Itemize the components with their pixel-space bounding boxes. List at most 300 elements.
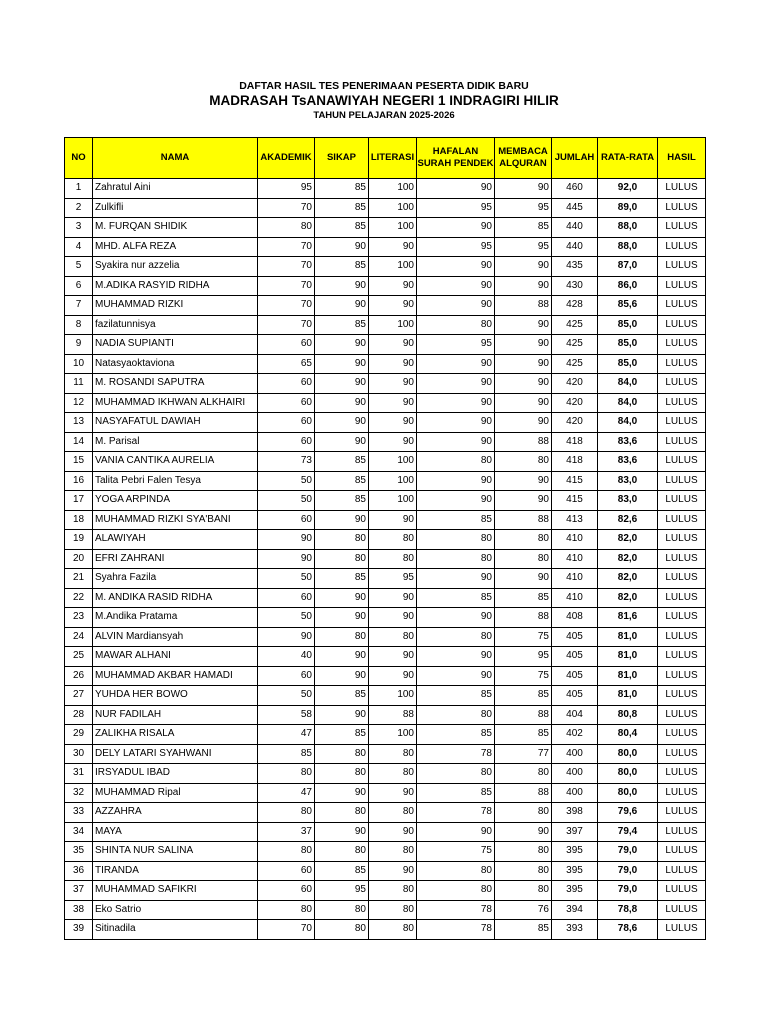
cell-rata-rata: 83,6 <box>598 432 658 452</box>
cell-sikap: 90 <box>315 608 369 628</box>
cell-membaca: 80 <box>495 764 552 784</box>
cell-rata-rata: 81,0 <box>598 647 658 667</box>
cell-no: 33 <box>65 803 93 823</box>
cell-jumlah: 393 <box>552 920 598 940</box>
table-row <box>65 900 706 920</box>
table-row <box>65 335 706 355</box>
cell-hafalan: 90 <box>417 257 495 277</box>
cell-akademik: 90 <box>258 627 315 647</box>
cell-membaca: 90 <box>495 257 552 277</box>
cell-jumlah: 400 <box>552 744 598 764</box>
cell-jumlah: 428 <box>552 296 598 316</box>
cell-akademik: 50 <box>258 608 315 628</box>
cell-rata-rata: 81,0 <box>598 686 658 706</box>
cell-literasi: 90 <box>369 335 417 355</box>
cell-hasil: LULUS <box>658 471 706 491</box>
cell-no: 6 <box>65 276 93 296</box>
cell-jumlah: 405 <box>552 627 598 647</box>
cell-hafalan: 80 <box>417 764 495 784</box>
cell-no: 11 <box>65 374 93 394</box>
cell-akademik: 50 <box>258 471 315 491</box>
table-row <box>65 881 706 901</box>
cell-hafalan: 90 <box>417 666 495 686</box>
cell-membaca: 77 <box>495 744 552 764</box>
cell-sikap: 85 <box>315 179 369 199</box>
table-body <box>65 179 706 940</box>
cell-akademik: 60 <box>258 588 315 608</box>
cell-hasil: LULUS <box>658 432 706 452</box>
cell-no: 37 <box>65 881 93 901</box>
table-row <box>65 647 706 667</box>
cell-hasil: LULUS <box>658 861 706 881</box>
cell-no: 18 <box>65 510 93 530</box>
col-header-membaca: MEMBACA ALQURAN <box>495 138 552 179</box>
cell-hasil: LULUS <box>658 647 706 667</box>
cell-hasil: LULUS <box>658 354 706 374</box>
cell-akademik: 60 <box>258 861 315 881</box>
cell-no: 32 <box>65 783 93 803</box>
table-row <box>65 569 706 589</box>
table-row <box>65 510 706 530</box>
cell-literasi: 80 <box>369 627 417 647</box>
cell-nama: VANIA CANTIKA AURELIA <box>93 452 258 472</box>
cell-sikap: 90 <box>315 393 369 413</box>
cell-akademik: 47 <box>258 783 315 803</box>
cell-hasil: LULUS <box>658 413 706 433</box>
cell-no: 31 <box>65 764 93 784</box>
cell-akademik: 80 <box>258 842 315 862</box>
cell-nama: M.ADIKA RASYID RIDHA <box>93 276 258 296</box>
cell-akademik: 60 <box>258 881 315 901</box>
cell-membaca: 95 <box>495 198 552 218</box>
cell-membaca: 88 <box>495 432 552 452</box>
table-row <box>65 257 706 277</box>
cell-rata-rata: 83,6 <box>598 452 658 472</box>
cell-no: 15 <box>65 452 93 472</box>
cell-hasil: LULUS <box>658 764 706 784</box>
cell-hafalan: 85 <box>417 510 495 530</box>
cell-literasi: 90 <box>369 608 417 628</box>
cell-no: 34 <box>65 822 93 842</box>
cell-nama: M. ROSANDI SAPUTRA <box>93 374 258 394</box>
cell-membaca: 85 <box>495 920 552 940</box>
cell-literasi: 100 <box>369 198 417 218</box>
table-row <box>65 803 706 823</box>
cell-literasi: 100 <box>369 257 417 277</box>
cell-hafalan: 80 <box>417 452 495 472</box>
table-row <box>65 296 706 316</box>
cell-hafalan: 90 <box>417 647 495 667</box>
cell-membaca: 90 <box>495 179 552 199</box>
cell-hasil: LULUS <box>658 335 706 355</box>
table-row <box>65 276 706 296</box>
cell-hafalan: 80 <box>417 315 495 335</box>
cell-akademik: 37 <box>258 822 315 842</box>
cell-jumlah: 425 <box>552 315 598 335</box>
cell-nama: YUHDA HER BOWO <box>93 686 258 706</box>
cell-membaca: 80 <box>495 842 552 862</box>
cell-sikap: 85 <box>315 471 369 491</box>
cell-membaca: 90 <box>495 491 552 511</box>
cell-no: 13 <box>65 413 93 433</box>
cell-jumlah: 410 <box>552 588 598 608</box>
cell-no: 12 <box>65 393 93 413</box>
table-row <box>65 374 706 394</box>
cell-literasi: 100 <box>369 179 417 199</box>
cell-membaca: 88 <box>495 783 552 803</box>
cell-sikap: 90 <box>315 237 369 257</box>
cell-membaca: 95 <box>495 237 552 257</box>
cell-literasi: 100 <box>369 491 417 511</box>
cell-no: 1 <box>65 179 93 199</box>
cell-jumlah: 418 <box>552 432 598 452</box>
cell-nama: IRSYADUL IBAD <box>93 764 258 784</box>
cell-literasi: 80 <box>369 881 417 901</box>
cell-literasi: 90 <box>369 413 417 433</box>
cell-membaca: 90 <box>495 354 552 374</box>
cell-no: 38 <box>65 900 93 920</box>
cell-no: 27 <box>65 686 93 706</box>
cell-hasil: LULUS <box>658 276 706 296</box>
cell-jumlah: 394 <box>552 900 598 920</box>
cell-rata-rata: 84,0 <box>598 393 658 413</box>
cell-akademik: 70 <box>258 198 315 218</box>
cell-sikap: 90 <box>315 354 369 374</box>
cell-nama: MUHAMMAD SAFIKRI <box>93 881 258 901</box>
col-header-jumlah: JUMLAH <box>552 138 598 179</box>
cell-nama: Eko Satrio <box>93 900 258 920</box>
cell-membaca: 80 <box>495 881 552 901</box>
cell-nama: MAYA <box>93 822 258 842</box>
cell-nama: M.Andika Pratama <box>93 608 258 628</box>
col-header-literasi: LITERASI <box>369 138 417 179</box>
cell-literasi: 100 <box>369 452 417 472</box>
cell-nama: ZALIKHA RISALA <box>93 725 258 745</box>
cell-nama: NUR FADILAH <box>93 705 258 725</box>
cell-membaca: 80 <box>495 861 552 881</box>
cell-nama: Zulkifli <box>93 198 258 218</box>
cell-jumlah: 404 <box>552 705 598 725</box>
cell-akademik: 90 <box>258 549 315 569</box>
cell-no: 36 <box>65 861 93 881</box>
school-name: MADRASAH TsANAWIYAH NEGERI 1 INDRAGIRI HILIR <box>209 93 559 108</box>
cell-membaca: 90 <box>495 413 552 433</box>
table-row <box>65 530 706 550</box>
cell-literasi: 80 <box>369 549 417 569</box>
cell-sikap: 80 <box>315 803 369 823</box>
cell-hafalan: 90 <box>417 413 495 433</box>
cell-sikap: 80 <box>315 920 369 940</box>
cell-jumlah: 410 <box>552 569 598 589</box>
cell-jumlah: 395 <box>552 861 598 881</box>
cell-rata-rata: 80,0 <box>598 764 658 784</box>
cell-sikap: 90 <box>315 296 369 316</box>
cell-akademik: 50 <box>258 569 315 589</box>
cell-nama: MUHAMMAD RIZKI <box>93 296 258 316</box>
cell-membaca: 90 <box>495 374 552 394</box>
table-row <box>65 608 706 628</box>
cell-rata-rata: 83,0 <box>598 491 658 511</box>
cell-sikap: 90 <box>315 374 369 394</box>
cell-hafalan: 78 <box>417 744 495 764</box>
cell-nama: MUHAMMAD RIZKI SYA'BANI <box>93 510 258 530</box>
table-row <box>65 393 706 413</box>
cell-jumlah: 402 <box>552 725 598 745</box>
cell-nama: AZZAHRA <box>93 803 258 823</box>
cell-nama: Syahra Fazila <box>93 569 258 589</box>
cell-hasil: LULUS <box>658 842 706 862</box>
col-header-hasil: HASIL <box>658 138 706 179</box>
cell-hafalan: 90 <box>417 471 495 491</box>
cell-nama: Zahratul Aini <box>93 179 258 199</box>
cell-sikap: 80 <box>315 744 369 764</box>
cell-hafalan: 90 <box>417 179 495 199</box>
table-row <box>65 452 706 472</box>
cell-akademik: 60 <box>258 374 315 394</box>
cell-no: 21 <box>65 569 93 589</box>
cell-no: 29 <box>65 725 93 745</box>
cell-jumlah: 440 <box>552 237 598 257</box>
cell-no: 16 <box>65 471 93 491</box>
cell-akademik: 47 <box>258 725 315 745</box>
cell-akademik: 70 <box>258 237 315 257</box>
cell-sikap: 90 <box>315 276 369 296</box>
cell-jumlah: 413 <box>552 510 598 530</box>
cell-literasi: 80 <box>369 764 417 784</box>
cell-jumlah: 410 <box>552 549 598 569</box>
cell-rata-rata: 82,6 <box>598 510 658 530</box>
table-row <box>65 783 706 803</box>
table-row <box>65 315 706 335</box>
cell-hasil: LULUS <box>658 686 706 706</box>
col-header-hafalan: HAFALAN SURAH PENDEK <box>417 138 495 179</box>
cell-literasi: 90 <box>369 237 417 257</box>
cell-akademik: 70 <box>258 315 315 335</box>
cell-rata-rata: 82,0 <box>598 530 658 550</box>
cell-hasil: LULUS <box>658 705 706 725</box>
cell-hafalan: 80 <box>417 627 495 647</box>
cell-literasi: 100 <box>369 686 417 706</box>
cell-sikap: 85 <box>315 686 369 706</box>
cell-rata-rata: 79,0 <box>598 842 658 862</box>
cell-hasil: LULUS <box>658 881 706 901</box>
cell-nama: EFRI ZAHRANI <box>93 549 258 569</box>
cell-nama: ALVIN Mardiansyah <box>93 627 258 647</box>
cell-membaca: 85 <box>495 588 552 608</box>
cell-membaca: 88 <box>495 296 552 316</box>
cell-rata-rata: 82,0 <box>598 569 658 589</box>
cell-sikap: 85 <box>315 725 369 745</box>
cell-literasi: 80 <box>369 920 417 940</box>
cell-hafalan: 95 <box>417 237 495 257</box>
cell-nama: Sitinadila <box>93 920 258 940</box>
cell-sikap: 90 <box>315 666 369 686</box>
cell-jumlah: 400 <box>552 783 598 803</box>
table-row <box>65 549 706 569</box>
cell-nama: M. Parisal <box>93 432 258 452</box>
cell-nama: ALAWIYAH <box>93 530 258 550</box>
cell-sikap: 85 <box>315 861 369 881</box>
cell-hafalan: 90 <box>417 218 495 238</box>
cell-sikap: 85 <box>315 569 369 589</box>
table-row <box>65 413 706 433</box>
cell-rata-rata: 89,0 <box>598 198 658 218</box>
cell-jumlah: 405 <box>552 666 598 686</box>
cell-hasil: LULUS <box>658 218 706 238</box>
cell-literasi: 90 <box>369 647 417 667</box>
cell-no: 25 <box>65 647 93 667</box>
cell-literasi: 80 <box>369 842 417 862</box>
cell-nama: Syakira nur azzelia <box>93 257 258 277</box>
table-row <box>65 705 706 725</box>
cell-membaca: 90 <box>495 335 552 355</box>
cell-akademik: 70 <box>258 920 315 940</box>
cell-sikap: 90 <box>315 335 369 355</box>
cell-sikap: 90 <box>315 783 369 803</box>
cell-akademik: 58 <box>258 705 315 725</box>
cell-nama: MAWAR ALHANI <box>93 647 258 667</box>
cell-literasi: 90 <box>369 822 417 842</box>
cell-literasi: 90 <box>369 510 417 530</box>
cell-akademik: 80 <box>258 218 315 238</box>
cell-membaca: 88 <box>495 608 552 628</box>
cell-literasi: 90 <box>369 296 417 316</box>
cell-nama: SHINTA NUR SALINA <box>93 842 258 862</box>
cell-nama: NASYAFATUL DAWIAH <box>93 413 258 433</box>
cell-akademik: 60 <box>258 335 315 355</box>
cell-hafalan: 90 <box>417 354 495 374</box>
table-row <box>65 491 706 511</box>
cell-akademik: 65 <box>258 354 315 374</box>
table-row <box>65 725 706 745</box>
cell-no: 22 <box>65 588 93 608</box>
cell-no: 26 <box>65 666 93 686</box>
cell-literasi: 95 <box>369 569 417 589</box>
cell-no: 23 <box>65 608 93 628</box>
cell-no: 5 <box>65 257 93 277</box>
col-header-no: NO <box>65 138 93 179</box>
cell-sikap: 90 <box>315 510 369 530</box>
cell-membaca: 90 <box>495 822 552 842</box>
cell-sikap: 80 <box>315 900 369 920</box>
cell-nama: MUHAMMAD Ripal <box>93 783 258 803</box>
cell-rata-rata: 81,6 <box>598 608 658 628</box>
table-row <box>65 588 706 608</box>
cell-literasi: 100 <box>369 218 417 238</box>
cell-rata-rata: 78,6 <box>598 920 658 940</box>
cell-hasil: LULUS <box>658 920 706 940</box>
cell-sikap: 90 <box>315 822 369 842</box>
cell-sikap: 85 <box>315 257 369 277</box>
table-row <box>65 920 706 940</box>
cell-membaca: 85 <box>495 686 552 706</box>
cell-hafalan: 90 <box>417 608 495 628</box>
cell-akademik: 95 <box>258 179 315 199</box>
cell-hasil: LULUS <box>658 393 706 413</box>
cell-akademik: 60 <box>258 393 315 413</box>
cell-rata-rata: 85,0 <box>598 315 658 335</box>
cell-no: 24 <box>65 627 93 647</box>
table-row <box>65 764 706 784</box>
cell-sikap: 80 <box>315 549 369 569</box>
cell-literasi: 90 <box>369 432 417 452</box>
cell-no: 3 <box>65 218 93 238</box>
cell-akademik: 85 <box>258 744 315 764</box>
cell-nama: M. ANDIKA RASID RIDHA <box>93 588 258 608</box>
cell-jumlah: 415 <box>552 491 598 511</box>
table-row <box>65 237 706 257</box>
cell-membaca: 80 <box>495 452 552 472</box>
cell-literasi: 90 <box>369 783 417 803</box>
col-header-nama: NAMA <box>93 138 258 179</box>
cell-membaca: 90 <box>495 276 552 296</box>
cell-literasi: 90 <box>369 276 417 296</box>
cell-hafalan: 85 <box>417 783 495 803</box>
cell-membaca: 76 <box>495 900 552 920</box>
cell-hasil: LULUS <box>658 315 706 335</box>
cell-membaca: 90 <box>495 569 552 589</box>
cell-hasil: LULUS <box>658 608 706 628</box>
cell-hafalan: 85 <box>417 588 495 608</box>
cell-no: 14 <box>65 432 93 452</box>
cell-hafalan: 75 <box>417 842 495 862</box>
cell-literasi: 90 <box>369 393 417 413</box>
cell-akademik: 70 <box>258 276 315 296</box>
cell-hasil: LULUS <box>658 510 706 530</box>
cell-rata-rata: 83,0 <box>598 471 658 491</box>
cell-literasi: 90 <box>369 588 417 608</box>
cell-jumlah: 440 <box>552 218 598 238</box>
table-row <box>65 744 706 764</box>
cell-no: 10 <box>65 354 93 374</box>
cell-hafalan: 78 <box>417 920 495 940</box>
cell-sikap: 90 <box>315 413 369 433</box>
cell-membaca: 75 <box>495 627 552 647</box>
cell-jumlah: 405 <box>552 647 598 667</box>
cell-hasil: LULUS <box>658 237 706 257</box>
cell-rata-rata: 79,0 <box>598 861 658 881</box>
cell-rata-rata: 85,6 <box>598 296 658 316</box>
cell-hasil: LULUS <box>658 198 706 218</box>
cell-akademik: 60 <box>258 432 315 452</box>
cell-membaca: 80 <box>495 549 552 569</box>
cell-hafalan: 90 <box>417 569 495 589</box>
cell-rata-rata: 87,0 <box>598 257 658 277</box>
cell-rata-rata: 84,0 <box>598 374 658 394</box>
cell-nama: MHD. ALFA REZA <box>93 237 258 257</box>
cell-sikap: 85 <box>315 491 369 511</box>
cell-sikap: 85 <box>315 198 369 218</box>
cell-no: 20 <box>65 549 93 569</box>
cell-membaca: 90 <box>495 393 552 413</box>
cell-rata-rata: 81,0 <box>598 666 658 686</box>
cell-nama: TIRANDA <box>93 861 258 881</box>
cell-hasil: LULUS <box>658 569 706 589</box>
col-header-sikap: SIKAP <box>315 138 369 179</box>
cell-membaca: 88 <box>495 510 552 530</box>
cell-membaca: 88 <box>495 705 552 725</box>
cell-literasi: 100 <box>369 725 417 745</box>
cell-literasi: 80 <box>369 530 417 550</box>
cell-literasi: 90 <box>369 666 417 686</box>
cell-jumlah: 425 <box>552 354 598 374</box>
cell-rata-rata: 81,0 <box>598 627 658 647</box>
cell-no: 39 <box>65 920 93 940</box>
cell-no: 17 <box>65 491 93 511</box>
table-row <box>65 666 706 686</box>
cell-no: 19 <box>65 530 93 550</box>
cell-membaca: 85 <box>495 725 552 745</box>
